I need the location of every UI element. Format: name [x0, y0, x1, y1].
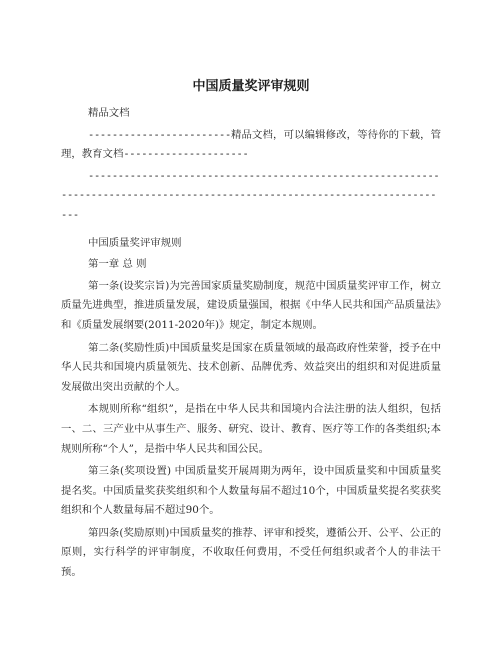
- paragraph-article-1: 第一条(设奖宗旨)为完善国家质量奖励制度，规范中国质量奖评审工作，树立质量先进典型，推进质量发展，建设质量强国，根据《中华人民共和国产品质量法》和《质量发展纲要(2011-2020年)》规定，制定本规则。: [61, 279, 441, 331]
- paragraph-article-3: 第三条(奖项设置) 中国质量奖开展周期为两年，设中国质量奖和中国质量奖提名奖。中国质量奖获奖组织和个人数量每届不超过10个，中国质量奖提名奖获奖组织和个人数量每届不超过90个。: [61, 465, 441, 517]
- paragraph-definitions: 本规则所称“组织”，是指在中华人民共和国境内合法注册的法人组织，包括一、二、三产业中从事生产、服务、研究、设计、教育、医疗等工作的各类组织;本规则所称“个人”，是指中华人民共和国公民。: [61, 403, 441, 455]
- document-body: [61, 104, 441, 586]
- notice-text: 精品文档，可以编辑修改，等待你的下载，管理，教育文档: [61, 128, 441, 161]
- chapter-heading: 第一章 总 则: [88, 258, 147, 271]
- header-label: 精品文档: [88, 107, 130, 119]
- paragraph-article-4: 第四条(奖励原则)中国质量奖的推荐、评审和授奖，遵循公开、公平、公正的原则，实行科学的评审制度，不收取任何费用，不受任何组织或者个人的非法干预。: [61, 526, 441, 579]
- paragraph-article-2: 第二条(奖励性质)中国质量奖是国家在质量领域的最高政府性荣誉，授予在中华人民共和国境内质量领先、技术创新、品牌优秀、效益突出的组织和对促进质量发展做出突出贡献的个人。: [61, 341, 441, 393]
- notice-suffix: ---------------------: [123, 148, 249, 161]
- document-title: 中国质量奖评审规则: [192, 79, 310, 94]
- separator-line: -----------------------------------------------------------------------------------------------------------------------------: [61, 169, 440, 221]
- download-notice: [61, 126, 441, 165]
- subtitle: 中国质量奖评审规则: [88, 236, 182, 249]
- notice-prefix: ------------------------: [88, 128, 231, 141]
